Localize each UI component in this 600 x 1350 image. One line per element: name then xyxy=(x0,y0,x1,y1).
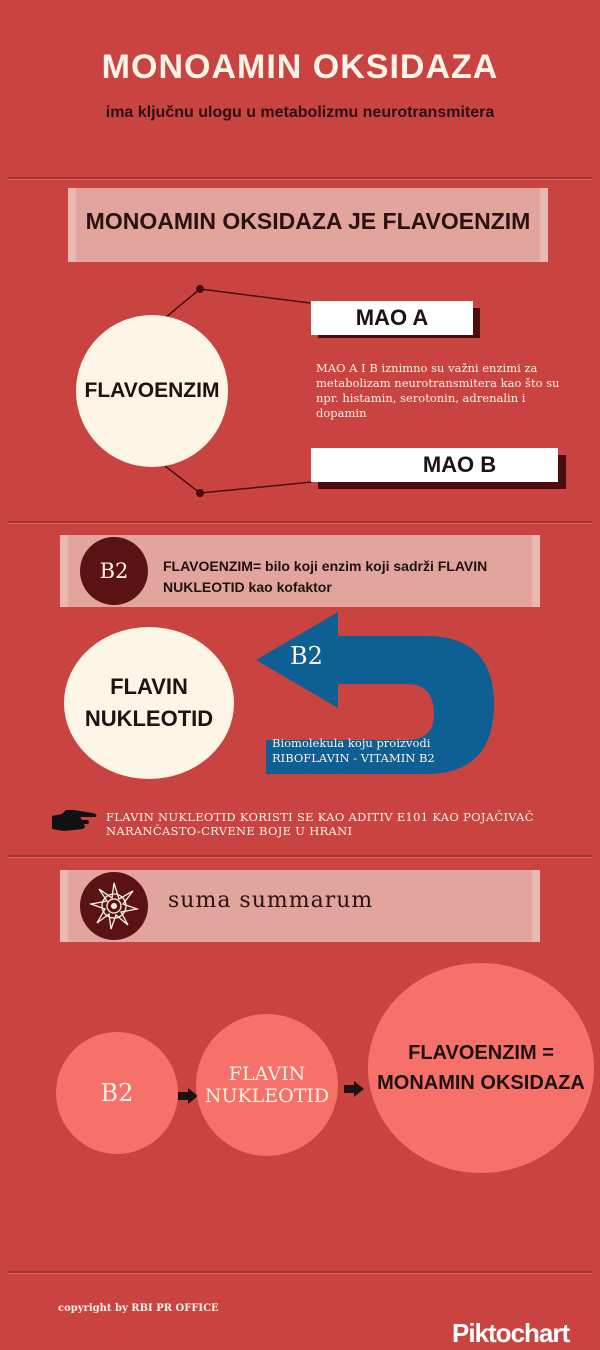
step-result-line1: FLAVOENZIM = xyxy=(408,1042,554,1064)
arrow-right-icon xyxy=(178,1088,198,1104)
step-b2-circle xyxy=(56,1032,178,1154)
step-flavin-circle xyxy=(196,1014,338,1156)
piktochart-logo: Piktochart xyxy=(452,1318,570,1348)
b2-badge-label: B2 xyxy=(99,559,129,583)
arrow-right-icon xyxy=(344,1081,364,1097)
banner-edge xyxy=(58,870,68,942)
flavin-nukleotid-circle xyxy=(64,627,234,779)
summary-title: suma summarum xyxy=(168,888,374,913)
page-title: MONOAMIN OKSIDAZA xyxy=(101,48,499,86)
mao-b-box xyxy=(311,448,558,482)
banner-edge xyxy=(532,535,542,607)
mandala-icon xyxy=(89,881,139,931)
divider xyxy=(8,1271,592,1274)
banner-title: MONOAMIN OKSIDAZA JE FLAVOENZIM xyxy=(85,208,531,234)
page-subtitle: ima ključnu ulogu u metabolizmu neurotransmitera xyxy=(105,104,495,121)
arrow-text-line2: RIBOFLAVIN - VITAMIN B2 xyxy=(272,751,435,765)
step-flavin-label: FLAVIN xyxy=(228,1063,306,1085)
flavoenzim-circle xyxy=(76,315,228,467)
nukleotid-label: NUKLEOTID xyxy=(84,706,214,731)
mao-description: MAO A I B iznimno su važni enzimi za metabolizam neurotransmitera kao što su npr. histamin, serotonin, adrenalin i dopamin xyxy=(316,361,560,420)
banner-edge xyxy=(532,870,542,942)
mao-a-box xyxy=(311,301,473,335)
step-b2-label: B2 xyxy=(100,1079,134,1107)
connector-lines xyxy=(0,0,600,520)
mao-a-label: MAO A xyxy=(355,305,429,330)
flavoenzim-label: FLAVOENZIM xyxy=(84,379,220,402)
pointing-hand-icon xyxy=(52,810,98,832)
b2-badge xyxy=(80,537,148,605)
flavin-label: FLAVIN xyxy=(110,674,188,699)
mao-b-label: MAO B xyxy=(422,452,497,477)
e101-note-line1: FLAVIN NUKLEOTID KORISTI SE KAO ADITIV E101 KAO POJAČIVAČ xyxy=(106,810,534,824)
step-result-circle xyxy=(368,963,594,1173)
step-result-line2: MONAMIN OKSIDAZA xyxy=(377,1072,585,1094)
e101-note-line2: NARANČASTO-CRVENE BOJE U HRANI xyxy=(106,824,353,838)
mandala-badge xyxy=(80,872,148,940)
banner-edge xyxy=(58,535,68,607)
divider xyxy=(8,521,592,524)
definition-text: FLAVOENZIM= bilo koji enzim koji sadrži FLAVIN NUKLEOTID kao kofaktor xyxy=(163,558,488,595)
arrow-text-line1: Biomolekula koju proizvodi xyxy=(272,736,431,750)
divider xyxy=(8,855,592,858)
copyright-text: copyright by RBI PR OFFICE xyxy=(58,1303,219,1314)
step-nukleotid-label: NUKLEOTID xyxy=(204,1085,330,1107)
arrow-b2-label: B2 xyxy=(290,642,323,670)
